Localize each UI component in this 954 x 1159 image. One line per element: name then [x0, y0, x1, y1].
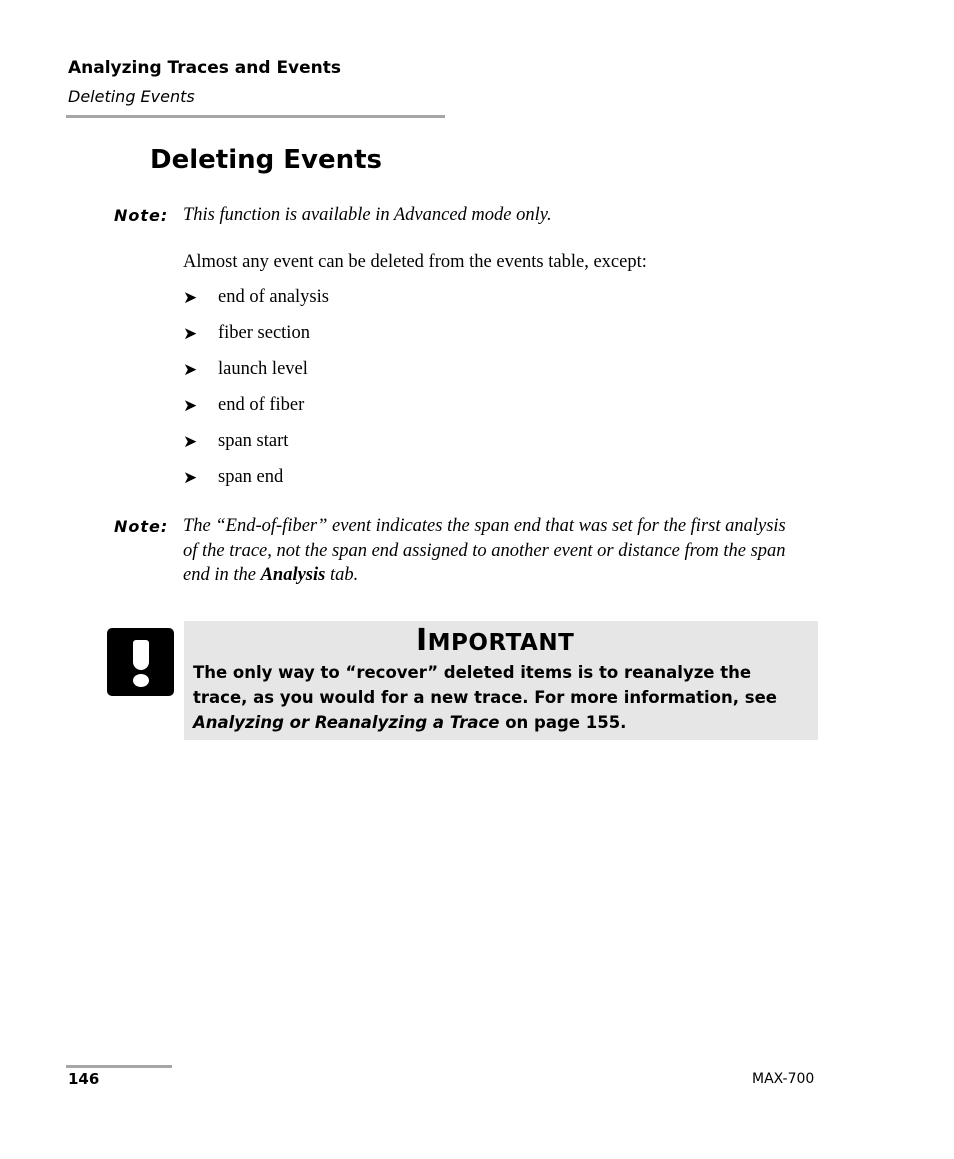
- list-item-text: end of fiber: [218, 395, 305, 415]
- exclamation-icon: [107, 628, 174, 696]
- page-number: 146: [68, 1070, 100, 1088]
- important-title: [416, 623, 574, 658]
- intro-paragraph: Almost any event can be deleted from the events table, except:: [183, 252, 647, 272]
- important-text-part: on page 155.: [499, 713, 627, 732]
- important-callout: [184, 621, 818, 740]
- list-item-text: fiber section: [218, 323, 310, 343]
- header-rule: [66, 115, 445, 118]
- page-title: Deleting Events: [150, 145, 383, 175]
- note-label: Note:: [114, 206, 169, 225]
- exclamation-dot: [133, 674, 149, 687]
- note-bold-term: Analysis: [260, 565, 326, 585]
- note-label: Note:: [114, 517, 169, 536]
- list-item-text: end of analysis: [218, 287, 329, 307]
- arrow-bullet-icon: ➤: [183, 396, 198, 415]
- important-text-part: The only way to “recover” deleted items is to reanalyze the trace, as you would for a new trace. For more information, see: [193, 663, 777, 707]
- list-item-text: span start: [218, 431, 289, 451]
- section-header: Deleting Events: [68, 87, 195, 106]
- footer-rule: [66, 1065, 172, 1068]
- note-text: [183, 514, 803, 588]
- arrow-bullet-icon: ➤: [183, 432, 198, 451]
- arrow-bullet-icon: ➤: [183, 288, 198, 307]
- list-item-text: launch level: [218, 359, 308, 379]
- chapter-header: Analyzing Traces and Events: [68, 58, 342, 78]
- note-text-part: The “End-of-fiber” event indicates the span end that was set for the first analysis of the trace, not the span end assigned to another event or distance from the span end in the: [183, 516, 786, 585]
- important-text: [193, 660, 811, 735]
- arrow-bullet-icon: ➤: [183, 360, 198, 379]
- cross-reference-link: Analyzing or Reanalyzing a Trace: [193, 713, 500, 732]
- list-item-text: span end: [218, 467, 284, 487]
- product-name: MAX-700: [752, 1071, 815, 1087]
- exclamation-bar: [133, 640, 149, 670]
- note-text: This function is available in Advanced mode only.: [183, 205, 552, 225]
- note-text-part: tab.: [325, 565, 359, 585]
- arrow-bullet-icon: ➤: [183, 324, 198, 343]
- arrow-bullet-icon: ➤: [183, 468, 198, 487]
- important-title-cap: I: [416, 623, 428, 658]
- important-title-rest: MPORTANT: [427, 630, 575, 656]
